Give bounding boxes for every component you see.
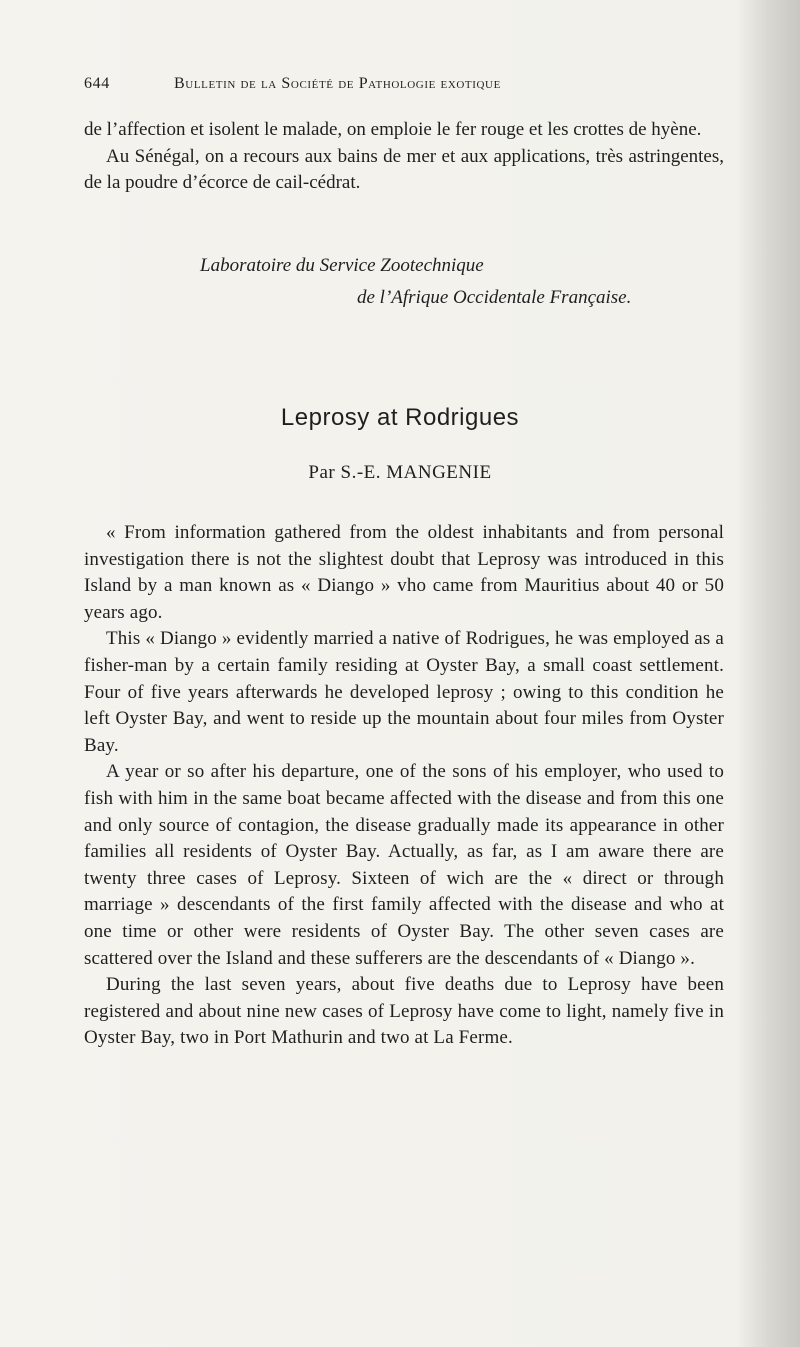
journal-title: Bulletin de la Société de Pathologie exotique [174,75,501,92]
article-byline: Par S.-E. MANGENIE [308,462,492,483]
french-paragraph-2: Au Sénégal, on a recours aux bains de mer et aux applications, très astringentes, de la poudre d’écorce de cail-cédrat. [84,145,724,193]
body-paragraph-1: « From information gathered from the oldest inhabitants and from personal investigation there is not the slightest doubt that Leprosy was introduced in this Island by a man known as « Diango » vho came from Mauritius about 40 or 50 years ago. [84,522,724,623]
body-paragraph-3: A year or so after his departure, one of the sons of his employer, who used to fish with him in the same boat became affected with the disease and from this one and only source of contagion, the disease gradually made its appearance in other families all residents of Oyster Bay. Actually, as far, as I am aware there are twenty three cases of Leprosy. Sixteen of wich are the « direct or through marriage » descendants of the first family affected with the disease and who at one time or other were residents of Oyster Bay. The other seven cases are scattered over the Island and these sufferers are the descendants of « Diango ». [84,761,724,969]
french-paragraph-1: de l’affection et isolent le malade, on emploie le fer rouge et les crottes de hyène. [84,119,702,140]
french-text-block [84,117,724,197]
body-paragraph-4: During the last seven years, about five deaths due to Leprosy have been registered and about nine new cases of Leprosy have come to light, namely five in Oyster Bay, two in Port Mathurin and two at La Ferme. [84,974,724,1049]
article-body [84,520,724,1052]
article-title: Leprosy at Rodrigues [280,404,520,431]
page-number: 644 [84,75,110,92]
signature-line-2: de l’Afrique Occidentale Française. [357,287,632,308]
body-paragraph-2: This « Diango » evidently married a native of Rodrigues, he was employed as a fisher-man by a certain family residing at Oyster Bay, a small coast settlement. Four of five years afterwards he developed leprosy ; owing to this condition he left Oyster Bay, and went to reside up the mountain about four miles from Oyster Bay. [84,628,724,756]
signature-line-1: Laboratoire du Service Zootechnique [200,255,484,276]
